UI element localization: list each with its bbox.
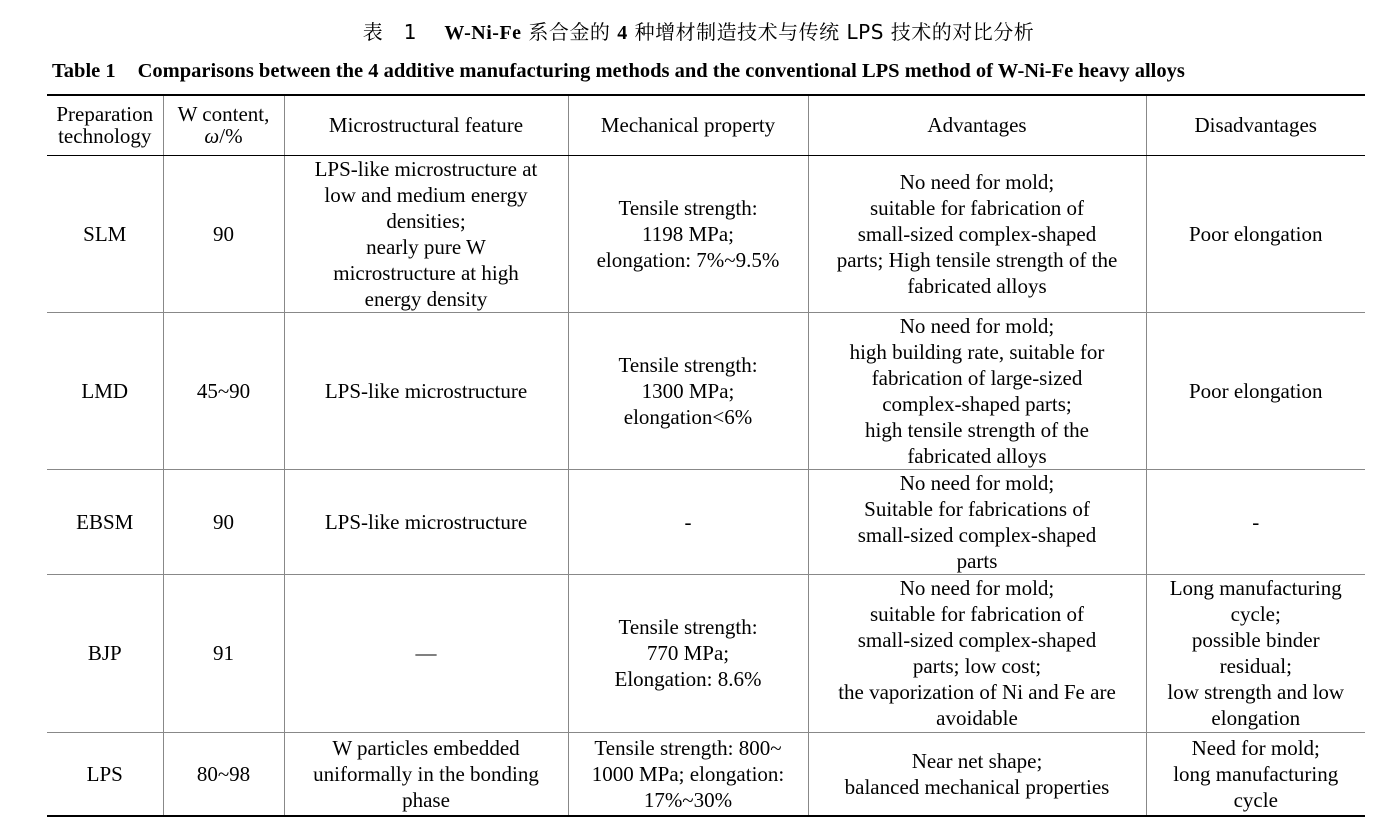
cell-text-line: suitable for fabrication of xyxy=(870,195,1084,220)
title-cn-part2: 种增材制造技术与传统 LPS 技术的对比分析 xyxy=(634,20,1035,44)
cell-text-line: 1198 MPa; xyxy=(642,221,734,246)
cell-text-line: Poor elongation xyxy=(1188,378,1323,403)
cell-text-line: Tensile strength: xyxy=(618,615,758,639)
cell-disadvantages xyxy=(1146,732,1365,816)
header-w-content: W content, ω/% xyxy=(163,95,284,155)
cell-advantages xyxy=(808,574,1146,732)
header-microstructural-feature: Microstructural feature xyxy=(284,95,568,155)
cell-microstructure xyxy=(284,732,568,816)
cell-technology: LPS xyxy=(47,732,163,816)
cell-text-line: small-sized complex-shaped xyxy=(857,628,1097,652)
title-cn-part1: 系合金的 xyxy=(528,20,611,44)
cell-text-line: parts; low cost; xyxy=(912,654,1042,678)
cell-w-content: 91 xyxy=(163,574,284,732)
cell-w-content: 90 xyxy=(163,469,284,574)
cell-technology: EBSM xyxy=(47,469,163,574)
table-row xyxy=(47,574,1365,732)
method-count-cn: 4 xyxy=(617,22,628,44)
cell-text-line: energy density xyxy=(364,286,488,311)
cell-text-line: fabricated alloys xyxy=(907,443,1047,468)
cell-text-line: cycle; xyxy=(1230,602,1281,626)
cell-advantages xyxy=(808,155,1146,312)
cell-text-line: parts; High tensile strength of the xyxy=(836,247,1118,272)
cell-text-line: Tensile strength: 800~ xyxy=(594,735,782,760)
cell-text-line: complex-shaped parts; xyxy=(882,391,1072,416)
cell-text-line: high tensile strength of the xyxy=(865,417,1089,442)
cell-text-line: Suitable for fabrications of xyxy=(864,496,1090,521)
cell-text-line: densities; xyxy=(386,208,466,233)
cell-text-line: phase xyxy=(402,787,450,812)
table-row xyxy=(47,469,1365,574)
cell-text-line: cycle xyxy=(1233,787,1278,812)
table-row xyxy=(47,155,1365,312)
cell-text-line: microstructure at high xyxy=(333,260,519,285)
cell-mechanical-property xyxy=(568,469,808,574)
cell-text-line: Long manufacturing xyxy=(1169,576,1342,600)
cell-text-line: small-sized complex-shaped xyxy=(857,221,1097,246)
table-title-chinese xyxy=(0,16,1397,45)
cell-text-line: - xyxy=(684,509,692,534)
header-preparation-technology xyxy=(47,95,163,155)
cell-text-line: Need for mold; xyxy=(1191,735,1320,760)
table-row xyxy=(47,312,1365,469)
cell-technology: BJP xyxy=(47,574,163,732)
cell-text-line: the vaporization of Ni and Fe are xyxy=(838,680,1116,704)
cell-text-line: nearly pure W xyxy=(366,234,486,259)
cell-text-line: Elongation: 8.6% xyxy=(614,667,762,691)
cell-text-line: Near net shape; xyxy=(911,748,1043,773)
cell-disadvantages xyxy=(1146,574,1365,732)
cell-technology: SLM xyxy=(47,155,163,312)
cell-text-line: suitable for fabrication of xyxy=(870,602,1084,626)
cell-text-line: No need for mold; xyxy=(899,470,1055,495)
cell-text-line: No need for mold; xyxy=(899,313,1055,338)
cell-disadvantages xyxy=(1146,469,1365,574)
cell-microstructure xyxy=(284,155,568,312)
cell-text-line: No need for mold; xyxy=(899,576,1055,600)
cell-w-content: 80~98 xyxy=(163,732,284,816)
header-disadvantages: Disadvantages xyxy=(1146,95,1365,155)
header-mechanical-property: Mechanical property xyxy=(568,95,808,155)
cell-text-line: long manufacturing xyxy=(1173,761,1339,786)
cell-text-line: low strength and low xyxy=(1167,680,1345,704)
cell-text-line: small-sized complex-shaped xyxy=(857,522,1097,547)
header-advantages: Advantages xyxy=(808,95,1146,155)
table-title-english xyxy=(52,60,1382,83)
cell-w-content: 90 xyxy=(163,155,284,312)
cell-text-line: - xyxy=(1252,509,1260,534)
cell-text-line: Tensile strength: xyxy=(618,195,758,220)
cell-mechanical-property xyxy=(568,155,808,312)
cell-text-line: technology xyxy=(58,124,152,149)
cell-text-line: parts xyxy=(956,548,998,573)
cell-disadvantages xyxy=(1146,312,1365,469)
cell-advantages xyxy=(808,469,1146,574)
cell-text-line: possible binder xyxy=(1191,628,1320,652)
cell-text-line: W content, xyxy=(177,102,270,127)
cell-text-line: residual; xyxy=(1219,654,1292,678)
cell-text-line: uniformally in the bonding xyxy=(313,761,539,786)
cell-mechanical-property xyxy=(568,574,808,732)
cell-text-line: elongation: 7%~9.5% xyxy=(596,247,780,272)
cell-mechanical-property xyxy=(568,732,808,816)
cell-text-line: No need for mold; xyxy=(899,169,1055,194)
cell-text-line: avoidable xyxy=(936,706,1018,730)
cell-text-line: 1000 MPa; elongation: xyxy=(591,761,785,786)
cell-text-line: — xyxy=(415,641,437,665)
cell-text-line: low and medium energy xyxy=(324,182,528,207)
comparison-table xyxy=(47,94,1365,817)
cell-text-line: fabrication of large-sized xyxy=(871,365,1083,390)
cell-disadvantages xyxy=(1146,155,1365,312)
cell-text-line: LPS-like microstructure xyxy=(324,378,528,403)
cell-microstructure xyxy=(284,312,568,469)
alloy-name-cn: W-Ni-Fe xyxy=(444,22,522,44)
cell-technology: LMD xyxy=(47,312,163,469)
cell-text-line: elongation xyxy=(1211,706,1301,730)
cell-text-line: LPS-like microstructure at xyxy=(314,156,538,181)
cell-text-line: Poor elongation xyxy=(1188,221,1323,246)
cell-microstructure xyxy=(284,469,568,574)
cell-mechanical-property xyxy=(568,312,808,469)
header-row xyxy=(47,95,1365,155)
title-en-text: Comparisons between the 4 additive manufacturing methods and the conventional LPS method of W-Ni-Fe heavy alloys xyxy=(137,60,1185,82)
cell-text-line: elongation<6% xyxy=(623,404,753,429)
cell-text-line: balanced mechanical properties xyxy=(844,774,1110,799)
table-label-cn: 表 1 xyxy=(362,20,417,44)
cell-text-line: 17%~30% xyxy=(643,787,733,812)
table-label-en: Table 1 xyxy=(52,60,116,82)
table-row xyxy=(47,732,1365,816)
cell-advantages xyxy=(808,732,1146,816)
cell-text-line: W particles embedded xyxy=(332,735,520,760)
cell-text-line: 1300 MPa; xyxy=(641,378,735,403)
cell-text-line: fabricated alloys xyxy=(907,273,1047,298)
cell-text-line: LPS-like microstructure xyxy=(324,509,528,534)
cell-advantages xyxy=(808,312,1146,469)
cell-text-line: Preparation xyxy=(56,102,154,127)
cell-text-line: Tensile strength: xyxy=(618,352,758,377)
cell-text-line: high building rate, suitable for xyxy=(849,339,1105,364)
cell-w-content: 45~90 xyxy=(163,312,284,469)
cell-text-line: 770 MPa; xyxy=(646,641,730,665)
cell-microstructure xyxy=(284,574,568,732)
